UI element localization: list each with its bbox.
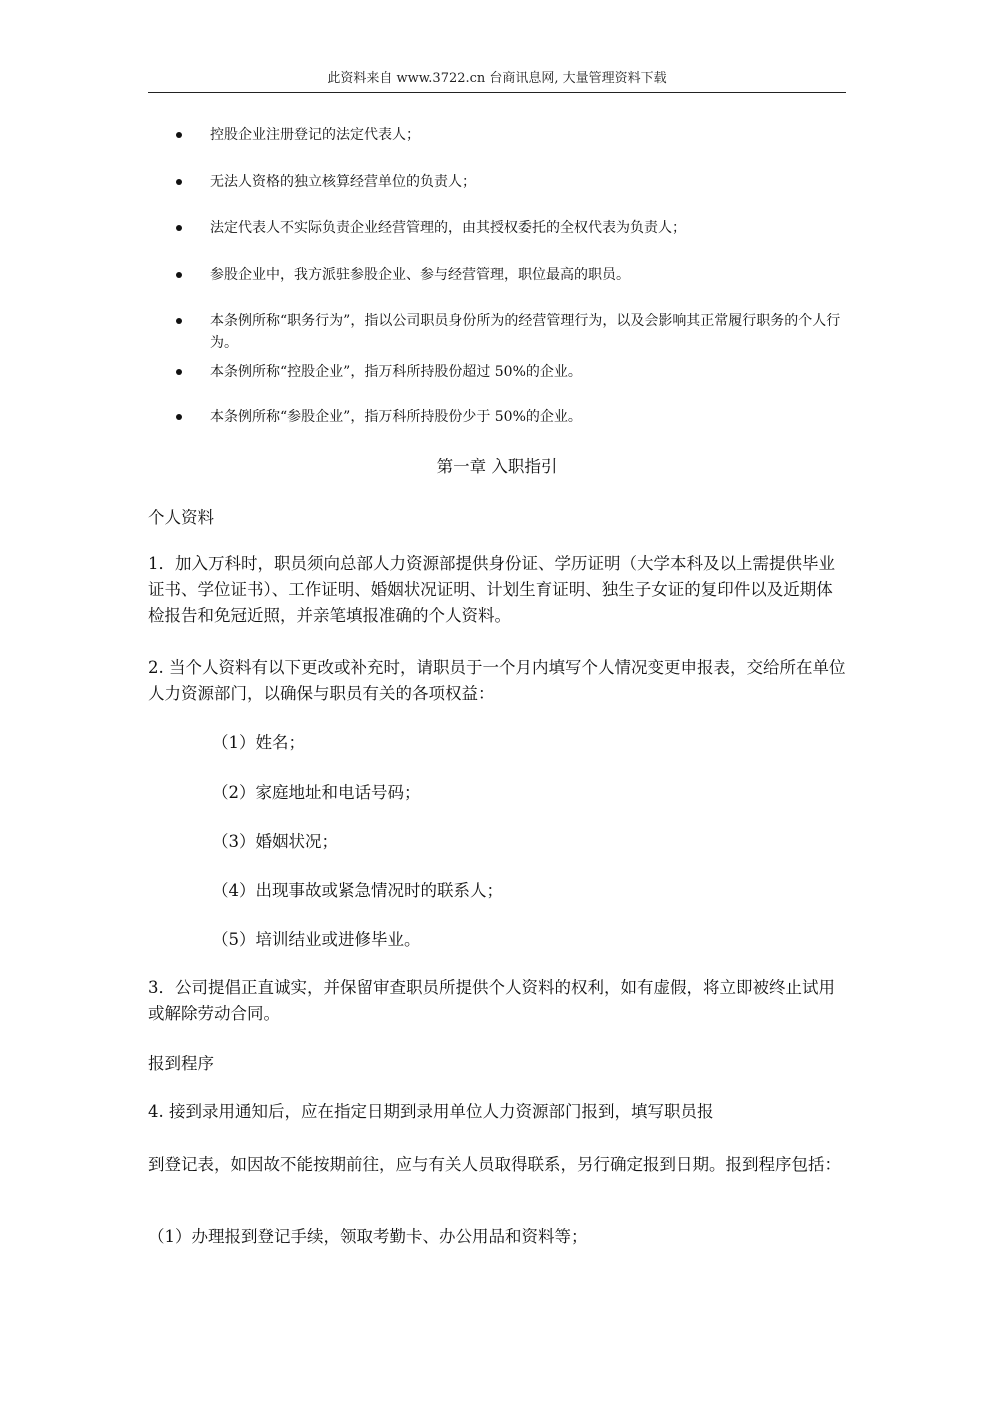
list-item: （2）家庭地址和电话号码； — [212, 783, 421, 802]
section-heading-check-in: 报到程序 — [148, 1054, 214, 1073]
bullet-dot-icon — [176, 272, 182, 278]
paragraph-2: 2. 当个人资料有以下更改或补充时，请职员于一个月内填写个人情况变更申报表，交给所在单位人力资源部门，以确保与职员有关的各项权益： — [148, 658, 846, 703]
bullet-dot-icon — [176, 179, 182, 185]
bullet-dot-icon — [176, 369, 182, 375]
list-item: （3）婚姻状况； — [212, 832, 338, 851]
list-item: （1）姓名； — [212, 733, 305, 752]
paragraph-1: 1．加入万科时，职员须向总部人力资源部提供身份证、学历证明（大学本科及以上需提供毕业证书、学位证书）、工作证明、婚姻状况证明、计划生育证明、独生子女证的复印件以及近期体检报告和免冠近照，并亲笔填报准确的个人资料。 — [148, 554, 835, 625]
header-divider — [148, 92, 846, 93]
list-item: （4）出现事故或紧急情况时的联系人； — [212, 881, 503, 900]
bullet-dot-icon — [176, 318, 182, 324]
document-page: 此资料来自 www.3722.cn 台商讯息网, 大量管理资料下载 控股企业注册登记的法定代表人； 无法人资格的独立核算经营单位的负责人； 法定代表人不实际负责企业经营管理的，由其授权委托的全权代表为负责人； 参股企业中，我方派驻参股企业、参与经营管理，职位最高的职员。 本条例所称“职务行为”，指以公司职员身份所为的经营管理行为，以及会影响其正常履行职务的个人行为。 本条例所称“控股企业”，指万科所持股份超过 50%的企业。 本条例所称“参股企业”，指万科所持股份少于 50%的企业。 第一章 入职指引 个人资料 1．加入万科时，职员须向总部人力资源部提供身份证、学历证明（大学本科及以上需提供毕业证书、学位证书）、工作证明、婚姻状况证明、计划生育证明、独生子女证的复印件以及近期体检报告和免冠近照，并亲笔填报准确的个人资料。 2. 当个人资料有以下更改或补充时，请职员于一个月内填写个人情况变更申报表，交给所在单位人力资源部门，以确保与职员有关的各项权益： （1）姓名； （2）家庭地址和电话号码； （3）婚姻状况； （4）出现事故或紧急情况时的联系人； （5）培训结业或进修毕业。 3．公司提倡正直诚实，并保留审查职员所提供个人资料的权利，如有虚假，将立即被终止试用或解除劳动合同。 报到程序 4. 接到录用通知后，应在指定日期到录用单位人力资源部门报到，填写职员报 到登记表，如因故不能按期前往，应与有关人员取得联系，另行确定报到日期。报到程序包括： （1）办理报到登记手续，领取考勤卡、办公用品和资料等； — [0, 0, 992, 1403]
list-item: （1）办理报到登记手续，领取考勤卡、办公用品和资料等； — [148, 1227, 588, 1246]
bullet-dot-icon — [176, 132, 182, 138]
bullet-dot-icon — [176, 225, 182, 231]
paragraph-4-continued: 到登记表，如因故不能按期前往，应与有关人员取得联系，另行确定报到日期。报到程序包括： — [148, 1155, 841, 1174]
page-header: 此资料来自 www.3722.cn 台商讯息网, 大量管理资料下载 — [327, 71, 667, 86]
list-item: （5）培训结业或进修毕业。 — [212, 930, 421, 949]
section-heading-personal-info: 个人资料 — [148, 508, 214, 527]
bullet-dot-icon — [176, 414, 182, 420]
paragraph-3: 3．公司提倡正直诚实，并保留审查职员所提供个人资料的权利，如有虚假，将立即被终止试用或解除劳动合同。 — [148, 978, 835, 1023]
paragraph-4-line1: 4. 接到录用通知后，应在指定日期到录用单位人力资源部门报到，填写职员报 — [148, 1102, 714, 1121]
chapter-title: 第一章 入职指引 — [436, 457, 558, 476]
